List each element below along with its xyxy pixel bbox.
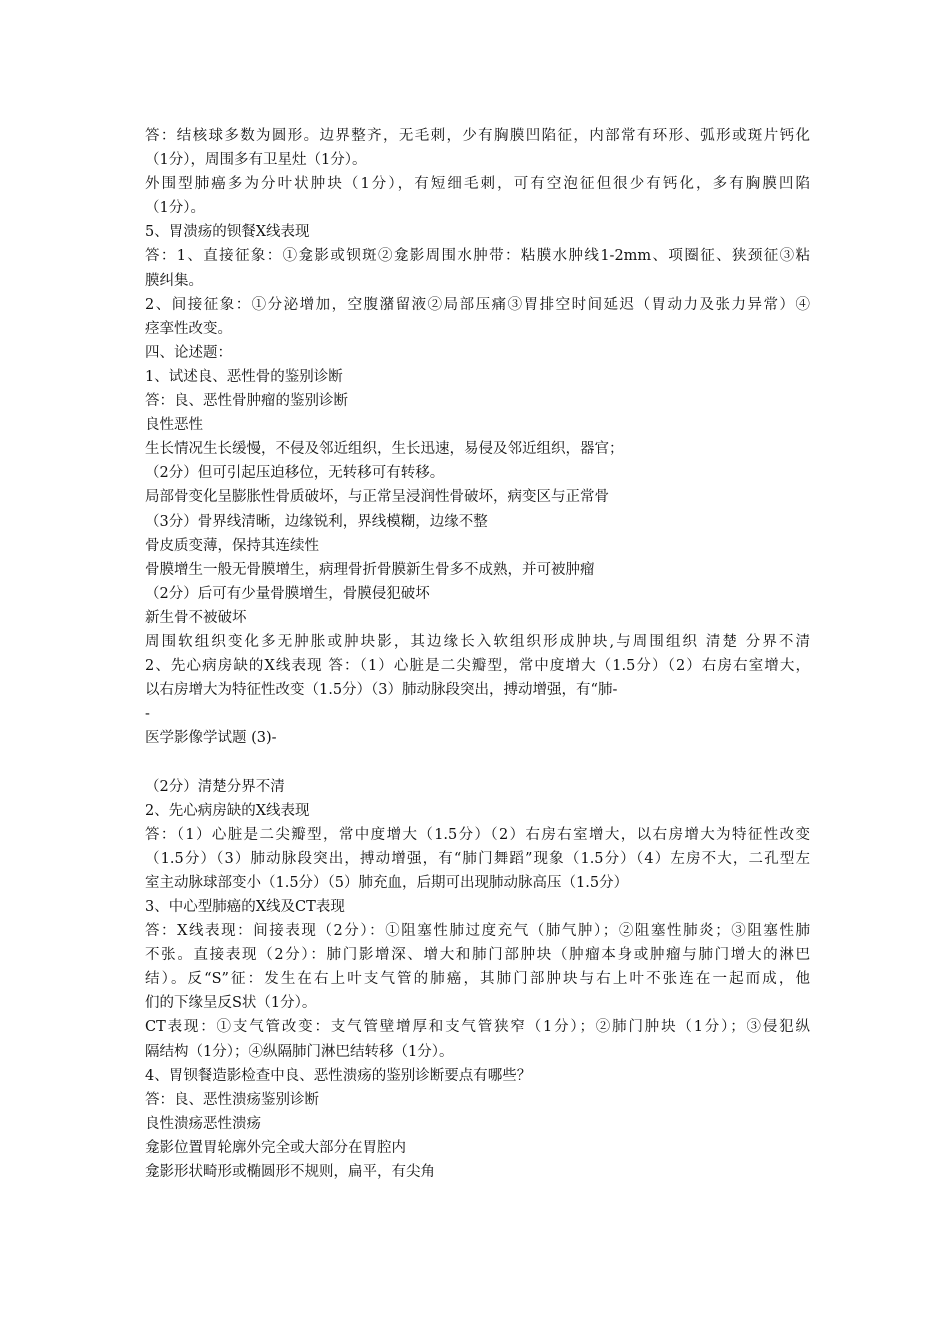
text-line: 5、胃溃疡的钡餐X线表现 <box>145 224 310 241</box>
document-page <box>145 124 810 1184</box>
text-line: 1、试述良、恶性骨的鉴别诊断 <box>145 368 343 385</box>
text-line: （1分）。 <box>145 200 205 217</box>
text-line: 2、间接征象：①分泌增加，空腹潴留液②局部压痛③胃排空时间延迟（胃动力及张力异常）④ <box>145 296 810 313</box>
text-line: （3分）骨界线清晰，边缘锐利，界线模糊，边缘不整 <box>145 513 488 530</box>
text-line: 答：1、直接征象：①龛影或钡斑②龛影周围水肿带：粘膜水肿线1-2mm、项圈征、狭颈征③粘 <box>145 248 810 265</box>
text-line: 隔结构（1分）；④纵隔肺门淋巴结转移（1分）。 <box>145 1043 454 1060</box>
text-line: 答：良、恶性骨肿瘤的鉴别诊断 <box>145 393 348 410</box>
text-line: 骨膜增生一般无骨膜增生，病理骨折骨膜新生骨多不成熟，并可被肿瘤 <box>145 561 595 578</box>
text-line: 以右房增大为特征性改变（1.5分）（3）肺动脉段突出，搏动增强，有“肺- <box>145 682 618 699</box>
text-line: 医学影像学试题 (3)- <box>145 730 277 747</box>
text-line: 答：（1）心脏是二尖瓣型，常中度增大（1.5分）（2）右房右室增大，以右房增大为特征性改变 <box>145 826 810 843</box>
text-line: 2、先心病房缺的X线表现 <box>145 802 310 819</box>
text-line: 膜纠集。 <box>145 272 203 289</box>
text-line: 良性溃疡恶性溃疡 <box>145 1115 261 1132</box>
text-line: 痉挛性改变。 <box>145 320 232 337</box>
text-line: （2分）后可有少量骨膜增生，骨膜侵犯破坏 <box>145 585 430 602</box>
text-line: 龛影形状畸形或椭圆形不规则，扁平，有尖角 <box>145 1164 435 1181</box>
text-line: 外围型肺癌多为分叶状肿块（1分），有短细毛刺，可有空泡征但很少有钙化，多有胸膜凹陷 <box>145 176 810 193</box>
text-line: 们的下缘呈反S状（1分）。 <box>145 995 317 1012</box>
text-line: 结）。反“S”征：发生在右上叶支气管的肺癌，其肺门部肿块与右上叶不张连在一起而成，他 <box>145 971 810 988</box>
text-line: 新生骨不被破坏 <box>145 609 247 626</box>
text-line: 龛影位置胃轮廓外完全或大部分在胃腔内 <box>145 1139 406 1156</box>
text-line: - <box>145 706 150 723</box>
text-line: 2、先心病房缺的X线表现 答：（1）心脏是二尖瓣型，常中度增大（1.5分）（2）右房右室增大， <box>145 658 810 675</box>
text-line: （1分），周围多有卫星灶（1分）。 <box>145 152 367 169</box>
text-line: 良性恶性 <box>145 417 203 434</box>
text-line: 周围软组织变化多无肿胀或肿块影，其边缘长入软组织形成肿块,与周围组织 清楚 分界不清 <box>145 633 810 650</box>
text-line: 答：结核球多数为圆形。边界整齐，无毛刺，少有胸膜凹陷征，内部常有环形、弧形或斑片钙化 <box>145 128 810 144</box>
text-line: （2分）清楚分界不清 <box>145 778 285 795</box>
text-line: 答：良、恶性溃疡鉴别诊断 <box>145 1091 319 1108</box>
text-line <box>145 750 810 774</box>
text-line: （1.5分）（3）肺动脉段突出，搏动增强，有“肺门舞蹈”现象（1.5分）（4）左房不大，二孔型左 <box>145 850 810 867</box>
text-line: 不张。直接表现（2分）：肺门影增深、增大和肺门部肿块（肿瘤本身或肿瘤与肺门增大的淋巴 <box>145 947 810 964</box>
text-line: 骨皮质变薄，保持其连续性 <box>145 537 319 554</box>
text-line: （2分）但可引起压迫移位，无转移可有转移。 <box>145 465 445 482</box>
text-line: 生长情况生长缓慢，不侵及邻近组织，生长迅速，易侵及邻近组织，器官； <box>145 441 624 458</box>
text-line: 3、中心型肺癌的X线及CT表现 <box>145 899 345 915</box>
text-line: 4、胃钡餐造影检查中良、恶性溃疡的鉴别诊断要点有哪些？ <box>145 1067 532 1084</box>
text-line: 局部骨变化呈膨胀性骨质破坏，与正常呈浸润性骨破坏，病变区与正常骨 <box>145 489 609 506</box>
text-line: CT表现：①支气管改变：支气管壁增厚和支气管狭窄（1分）；②肺门肿块（1分）；③侵犯纵 <box>145 1019 810 1036</box>
text-line: 四、论述题： <box>145 344 232 361</box>
text-line: 答：X线表现：间接表现（2分）：①阻塞性肺过度充气（肺气肿）；②阻塞性肺炎；③阻塞性肺 <box>145 923 810 940</box>
text-line: 室主动脉球部变小（1.5分）（5）肺充血，后期可出现肺动脉高压（1.5分） <box>145 874 629 891</box>
